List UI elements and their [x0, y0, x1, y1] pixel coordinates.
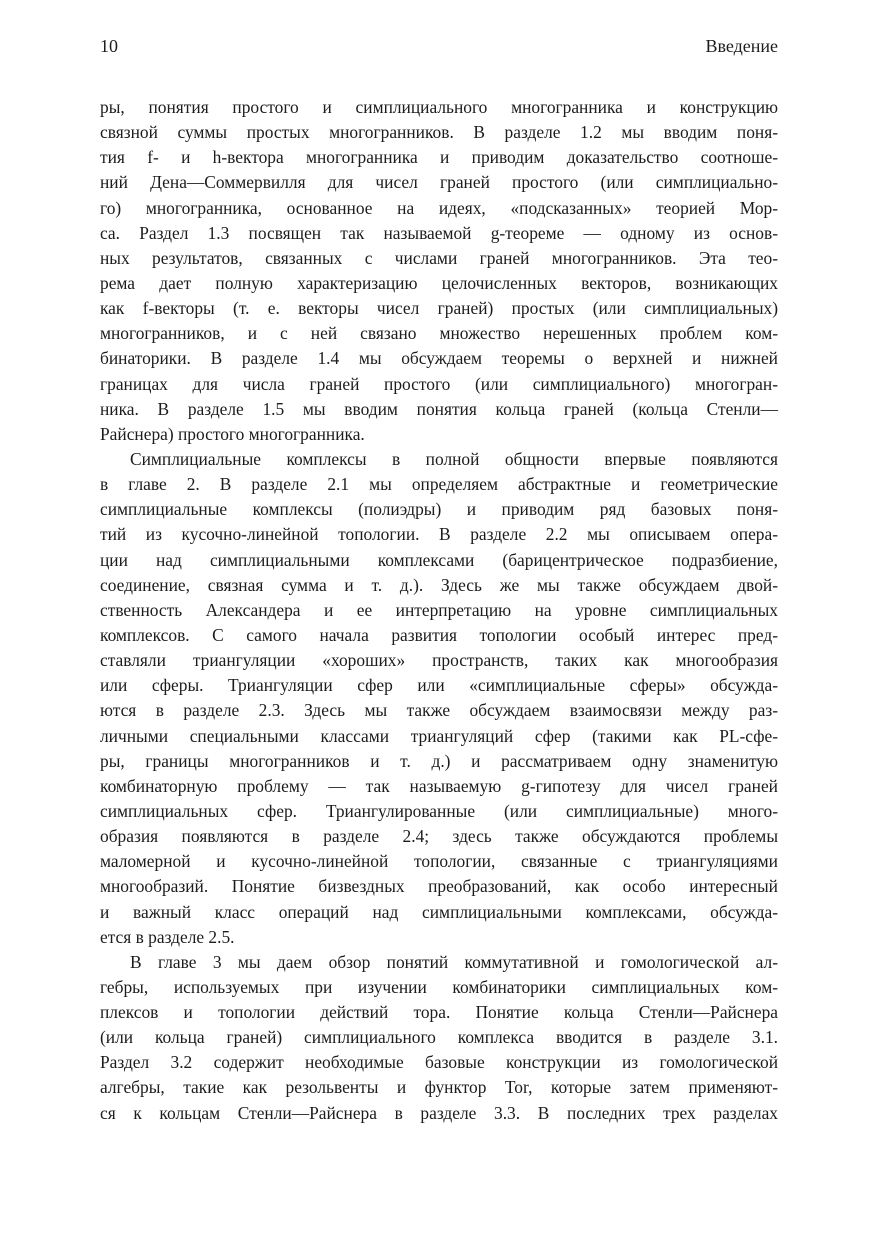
- text-line: ставляли триангуляции «хороших» пространств, таких как многообразия: [100, 650, 778, 671]
- text-line: ры, понятия простого и симплициального многогранника и конструкцию: [100, 97, 778, 117]
- text-line: или сферы. Триангуляции сфер или «симплициальные сферы» обсужда-: [100, 675, 778, 696]
- text-line: ры, границы многогранников и т. д.) и рассматриваем одну знаменитую: [100, 750, 778, 771]
- text-line: маломерной и кусочно-линейной топологии, связанные с триангуляциями: [100, 851, 778, 872]
- text-line: ных результатов, связанных с числами граней многогранников. Эта тео-: [100, 247, 778, 268]
- body-text: [100, 95, 778, 1126]
- text-line: многогранников, и с ней связано множество нерешенных проблем ком-: [100, 323, 778, 344]
- text-line: в главе 2. В разделе 2.1 мы определяем абстрактные и геометрические: [100, 474, 778, 495]
- text-line: комплексов. С самого начала развития топологии особый интерес пред-: [100, 624, 778, 645]
- text-line: тий из кусочно-линейной топологии. В разделе 2.2 мы описываем опера-: [100, 524, 778, 545]
- text-line: Райснера) простого многогранника.: [100, 423, 365, 444]
- text-line: рема дает полную характеризацию целочисленных векторов, возникающих: [100, 272, 778, 293]
- paragraph-3: [100, 950, 778, 1126]
- text-line: личными специальными классами триангуляций сфер (такими как PL-сфе-: [100, 725, 778, 746]
- text-line: В главе 3 мы даем обзор понятий коммутативной и гомологической ал-: [130, 951, 778, 972]
- text-line: образия появляются в разделе 2.4; здесь также обсуждаются проблемы: [100, 826, 778, 847]
- text-line: многообразий. Понятие бизвездных преобразований, как особо интересный: [100, 876, 778, 897]
- text-line: связной суммы простых многогранников. В разделе 1.2 мы вводим поня-: [100, 122, 778, 143]
- text-line: ственность Александера и ее интерпретацию на уровне симплициальных: [100, 599, 778, 620]
- text-line: (или кольца граней) симплициального комплекса вводится в разделе 3.1.: [100, 1027, 778, 1048]
- text-line: ника. В разделе 1.5 мы вводим понятия кольца граней (кольца Стенли—: [100, 398, 778, 419]
- text-line: Симплициальные комплексы в полной общности впервые появляются: [130, 448, 778, 469]
- text-line: комбинаторную проблему — так называемую g-гипотезу для чисел граней: [100, 775, 778, 796]
- text-line: гебры, используемых при изучении комбинаторики симплициальных ком-: [100, 976, 778, 997]
- text-line: са. Раздел 1.3 посвящен так называемой g-теореме — одному из основ-: [100, 222, 778, 243]
- text-line: соединение, связная сумма и т. д.). Здесь же мы также обсуждаем двой-: [100, 574, 778, 595]
- text-line: симплициальных сфер. Триангулированные (или симплициальные) много-: [100, 800, 778, 821]
- paragraph-1: [100, 95, 778, 447]
- text-line: ются в разделе 2.3. Здесь мы также обсуждаем взаимосвязи между раз-: [100, 700, 778, 721]
- page-number: 10: [100, 36, 118, 56]
- text-line: и важный класс операций над симплициальными комплексами, обсужда-: [100, 901, 778, 922]
- text-line: Раздел 3.2 содержит необходимые базовые конструкции из гомологической: [100, 1052, 778, 1073]
- running-head: [100, 34, 778, 58]
- text-line: плексов и топологии действий тора. Понятие кольца Стенли—Райснера: [100, 1002, 778, 1023]
- text-line: ний Дена—Соммервилля для чисел граней простого (или симплициально-: [100, 172, 778, 193]
- text-line: ции над симплициальными комплексами (барицентрическое подразбиение,: [100, 549, 778, 570]
- text-line: ется в разделе 2.5.: [100, 926, 235, 947]
- paragraph-2: [100, 447, 778, 950]
- text-line: алгебры, такие как резольвенты и функтор Tor, которые затем применяют-: [100, 1077, 778, 1098]
- text-line: симплициальные комплексы (полиэдры) и приводим ряд базовых поня-: [100, 499, 778, 520]
- text-line: границах для числа граней простого (или симплициального) многогран-: [100, 373, 778, 394]
- text-line: бинаторики. В разделе 1.4 мы обсуждаем теоремы о верхней и нижней: [100, 348, 778, 369]
- chapter-title: Введение: [705, 36, 778, 56]
- text-line: ся к кольцам Стенли—Райснера в разделе 3.3. В последних трех разделах: [100, 1102, 778, 1123]
- text-line: как f-векторы (т. е. векторы чисел граней) простых (или симплициальных): [100, 298, 778, 319]
- text-line: го) многогранника, основанное на идеях, «подсказанных» теорией Мор-: [100, 197, 778, 218]
- text-line: тия f- и h-вектора многогранника и приводим доказательство соотноше-: [100, 147, 778, 168]
